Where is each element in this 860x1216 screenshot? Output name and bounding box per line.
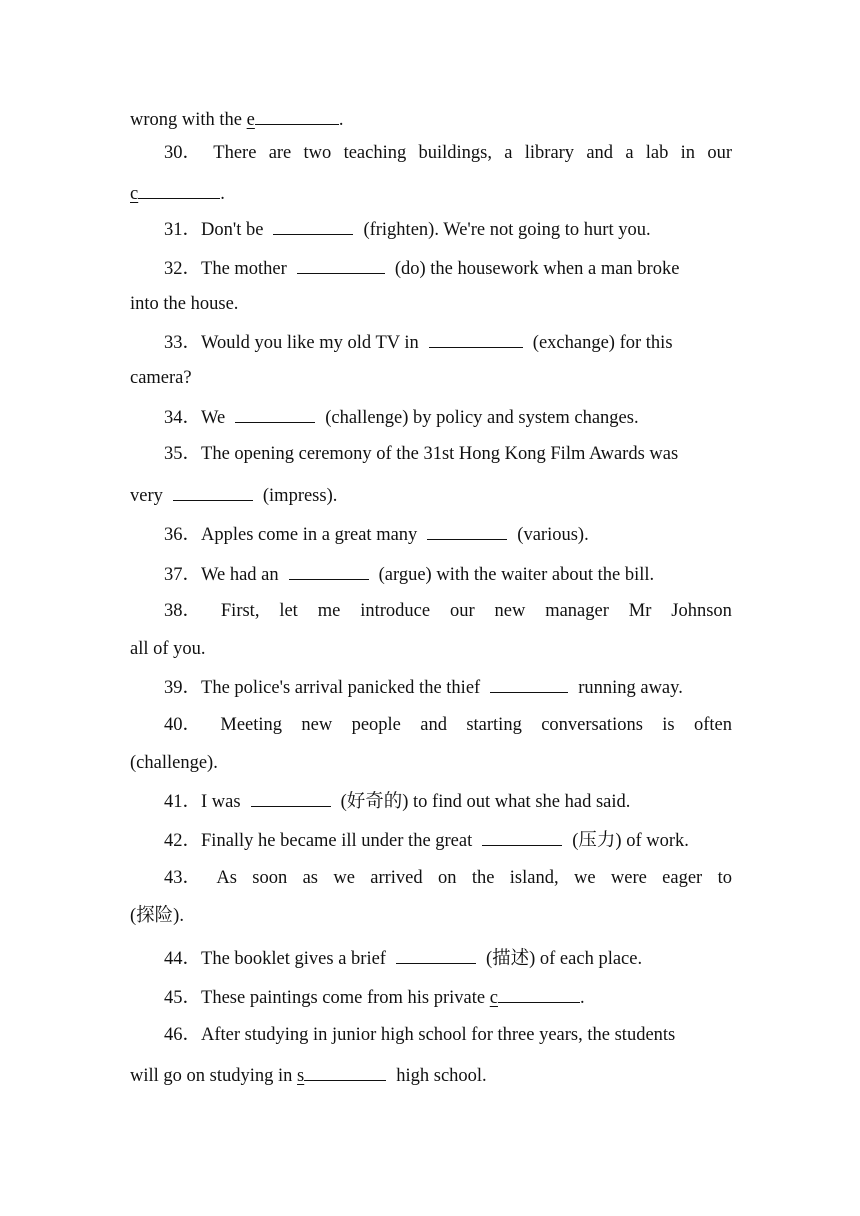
word: library (524, 143, 575, 163)
word: new (301, 715, 333, 735)
question-number: 33． (164, 333, 202, 353)
question-35 (164, 443, 732, 465)
word: eager (662, 868, 703, 888)
answer-blank[interactable] (304, 1062, 386, 1081)
line-text: (好奇的) to find out what she had said. (340, 792, 631, 812)
question-41 (164, 788, 732, 813)
line-text: The opening ceremony of the 31st Hong Kong Film Awards was (201, 444, 679, 464)
word: and (586, 143, 614, 163)
question-33-continuation (130, 367, 732, 389)
word: Johnson (671, 601, 732, 621)
question-number: 39． (164, 678, 202, 698)
question-44 (164, 945, 732, 970)
question-45 (164, 984, 732, 1009)
question-number: 44． (164, 949, 202, 969)
line-text: (frighten). We're not going to hurt you. (363, 220, 651, 240)
line-text: . (579, 988, 585, 1008)
letter-hint: s (297, 1066, 305, 1086)
question-number: 36． (164, 525, 202, 545)
question-37 (164, 561, 732, 586)
line-text: very (130, 486, 163, 506)
word: arrived (370, 868, 423, 888)
word: Meeting (220, 715, 283, 735)
question-40-continuation (130, 752, 732, 774)
answer-blank[interactable] (138, 180, 220, 199)
word: the (471, 868, 495, 888)
question-38-continuation (130, 638, 732, 660)
word: As (216, 868, 237, 888)
word: were (610, 868, 647, 888)
question-35-continuation (130, 482, 732, 507)
line-text: We (201, 408, 226, 428)
line-text: Apples come in a great many (201, 525, 418, 545)
word: and (420, 715, 447, 735)
answer-blank[interactable] (490, 674, 568, 693)
question-30-continuation (130, 180, 732, 205)
line-text: (challenge) by policy and system changes. (325, 408, 639, 428)
line-text: Would you like my old TV in (201, 333, 419, 353)
line-text: The police's arrival panicked the thief (201, 678, 481, 698)
line-text: (argue) with the waiter about the bill. (378, 565, 655, 585)
question-34 (164, 404, 732, 429)
line-text: will go on studying in (130, 1066, 298, 1086)
question-number: 43． (164, 868, 202, 888)
word: often (693, 715, 732, 735)
word: we (333, 868, 355, 888)
question-31 (164, 216, 732, 241)
question-32 (164, 255, 732, 280)
answer-blank[interactable] (289, 561, 369, 580)
answer-blank[interactable] (429, 329, 523, 348)
line-text: wrong with the (130, 110, 247, 130)
question-number: 35． (164, 444, 202, 464)
question-number: 31． (164, 220, 202, 240)
word: two (303, 143, 332, 163)
answer-blank[interactable] (251, 788, 331, 807)
answer-blank[interactable] (498, 984, 580, 1003)
answer-blank[interactable] (427, 521, 507, 540)
word: in (680, 143, 696, 163)
word: lab (645, 143, 669, 163)
question-36 (164, 521, 732, 546)
word: let (279, 601, 298, 621)
line-text: We had an (201, 565, 279, 585)
line-text: (压力) of work. (572, 831, 689, 851)
line-text: into the house. (130, 294, 239, 314)
word: me (317, 601, 341, 621)
question-number: 42． (164, 831, 202, 851)
word: is (662, 715, 675, 735)
line-text: all of you. (130, 639, 206, 659)
word: our (707, 143, 732, 163)
word: conversations (541, 715, 643, 735)
question-38 (164, 600, 732, 622)
line-text: . (338, 110, 344, 130)
question-40 (164, 714, 732, 736)
word: manager (545, 601, 609, 621)
word: our (449, 601, 475, 621)
line-text: (do) the housework when a man broke (394, 259, 680, 279)
question-number: 30． (164, 143, 202, 163)
line-text: (探险). (130, 906, 184, 926)
question-46-continuation (130, 1062, 732, 1087)
question-number: 45． (164, 988, 202, 1008)
word: There (213, 143, 257, 163)
word: teaching (343, 143, 407, 163)
question-number: 37． (164, 565, 202, 585)
line-text: The booklet gives a brief (201, 949, 386, 969)
question-29-continuation (130, 106, 732, 131)
question-32-continuation (130, 293, 732, 315)
word: Mr (628, 601, 652, 621)
answer-blank[interactable] (173, 482, 253, 501)
line-text: (impress). (262, 486, 338, 506)
word: First, (220, 601, 260, 621)
answer-blank[interactable] (482, 827, 562, 846)
word: a (625, 143, 634, 163)
word: people (351, 715, 401, 735)
question-number: 46． (164, 1025, 202, 1045)
line-text: camera? (130, 368, 192, 388)
question-number: 38． (164, 601, 202, 621)
line-text: (various). (517, 525, 589, 545)
word: on (437, 868, 457, 888)
word: as (302, 868, 318, 888)
line-text: The mother (201, 259, 287, 279)
answer-blank[interactable] (235, 404, 315, 423)
line-text: Don't be (201, 220, 264, 240)
line-text: I was (201, 792, 241, 812)
answer-blank[interactable] (297, 255, 385, 274)
word: a (504, 143, 513, 163)
line-text: After studying in junior high school for three years, the students (201, 1025, 676, 1045)
line-text: (描述) of each place. (485, 949, 643, 969)
line-text: . (220, 184, 225, 204)
word: introduce (360, 601, 431, 621)
answer-blank[interactable] (255, 106, 339, 125)
letter-hint: c (489, 988, 498, 1008)
question-39 (164, 674, 732, 699)
line-text: Finally he became ill under the great (201, 831, 473, 851)
word: island, (509, 868, 559, 888)
question-number: 41． (164, 792, 202, 812)
line-text: (exchange) for this (532, 333, 673, 353)
question-43-continuation (130, 905, 732, 927)
question-30 (164, 142, 732, 164)
answer-blank[interactable] (396, 945, 476, 964)
question-43 (164, 867, 732, 889)
question-33 (164, 329, 732, 354)
line-text: These paintings come from his private (201, 988, 490, 1008)
line-text: high school. (396, 1066, 487, 1086)
question-42 (164, 827, 732, 852)
word: starting (466, 715, 522, 735)
word: to (717, 868, 732, 888)
line-text: (challenge). (130, 753, 218, 773)
question-number: 40． (164, 715, 202, 735)
question-number: 34． (164, 408, 202, 428)
letter-hint: e (246, 110, 255, 130)
answer-blank[interactable] (273, 216, 353, 235)
question-number: 32． (164, 259, 202, 279)
letter-hint: c (130, 184, 139, 204)
word: we (573, 868, 596, 888)
word: soon (252, 868, 288, 888)
word: are (268, 143, 292, 163)
word: buildings, (418, 143, 492, 163)
word: new (494, 601, 526, 621)
line-text: running away. (578, 678, 683, 698)
question-46 (164, 1024, 732, 1046)
